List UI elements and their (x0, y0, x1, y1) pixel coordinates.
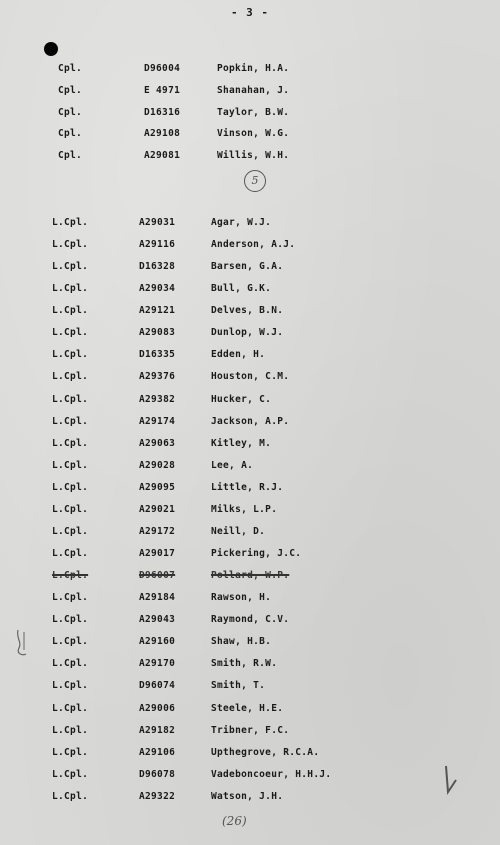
rank: L.Cpl. (52, 283, 89, 295)
rank: L.Cpl. (52, 261, 89, 273)
roster-row (52, 791, 470, 805)
roster-row (58, 107, 470, 121)
roster-row (52, 394, 470, 408)
service-number: A29081 (144, 150, 181, 162)
name: Hucker, C. (211, 393, 272, 405)
check-mark-icon (440, 762, 460, 802)
service-number: A29121 (139, 305, 176, 317)
rank: Cpl. (58, 84, 83, 96)
service-number: A29322 (139, 790, 176, 802)
roster-row (52, 725, 470, 739)
rank: L.Cpl. (52, 614, 89, 626)
roster-row (52, 636, 470, 650)
roster-row (52, 283, 470, 297)
service-number: A29116 (139, 239, 176, 251)
service-number: D96074 (139, 680, 176, 692)
rank: L.Cpl. (52, 327, 89, 339)
service-number: A29017 (139, 548, 176, 560)
name: Anderson, A.J. (211, 239, 296, 251)
roster-row (52, 769, 470, 783)
roster-row (52, 349, 470, 363)
page-number: - 3 - (230, 6, 270, 19)
service-number: D96004 (144, 63, 181, 74)
rank: L.Cpl. (52, 724, 89, 736)
name: Lee, A. (211, 459, 254, 471)
service-number: D96007 (139, 570, 176, 582)
service-number: A29160 (139, 636, 176, 648)
name: Neill, D. (211, 525, 266, 537)
rank: L.Cpl. (52, 217, 89, 228)
service-number: D16316 (144, 106, 181, 118)
service-number: A29083 (139, 327, 176, 339)
name: Smith, R.W. (211, 658, 278, 670)
service-number: A29063 (139, 437, 176, 449)
roster-row (52, 460, 470, 474)
service-number: A29034 (139, 283, 176, 295)
service-number: D16335 (139, 349, 176, 361)
service-number: A29106 (139, 746, 176, 758)
service-number: A29043 (139, 614, 176, 626)
name: Vadeboncoeur, H.H.J. (211, 768, 332, 780)
service-number: A29184 (139, 592, 176, 604)
name: Rawson, H. (211, 592, 272, 604)
rank: L.Cpl. (52, 503, 89, 515)
name: Popkin, H.A. (217, 63, 290, 74)
rank: L.Cpl. (52, 570, 89, 582)
rank: L.Cpl. (52, 481, 89, 493)
roster-row (52, 658, 470, 672)
service-number: A29031 (139, 217, 176, 228)
roster-row (52, 526, 470, 540)
roster-row (52, 482, 470, 496)
name: Agar, W.J. (211, 217, 272, 228)
rank: L.Cpl. (52, 746, 89, 758)
rank: L.Cpl. (52, 239, 89, 251)
rank: Cpl. (58, 63, 83, 74)
roster-row (58, 63, 470, 77)
service-number: A29382 (139, 393, 176, 405)
roster-row (52, 416, 470, 430)
name: Shanahan, J. (217, 84, 290, 96)
name: Houston, C.M. (211, 371, 290, 383)
roster-row (52, 680, 470, 694)
rank: L.Cpl. (52, 349, 89, 361)
service-number: D16328 (139, 261, 176, 273)
margin-scribble-mark (14, 628, 30, 658)
name: Tribner, F.C. (211, 724, 290, 736)
rank: Cpl. (58, 128, 83, 140)
name: Pickering, J.C. (211, 548, 302, 560)
rank: Cpl. (58, 106, 83, 118)
name: Jackson, A.P. (211, 415, 290, 427)
roster-row (52, 239, 470, 253)
name: Little, R.J. (211, 481, 284, 493)
rank: L.Cpl. (52, 658, 89, 670)
name: Dunlop, W.J. (211, 327, 284, 339)
rank: L.Cpl. (52, 636, 89, 648)
service-number: A29182 (139, 724, 176, 736)
roster-row (52, 703, 470, 717)
roster-row (52, 504, 470, 518)
service-number: A29095 (139, 481, 176, 493)
service-number: A29021 (139, 503, 176, 515)
roster-row (52, 570, 470, 584)
name: Raymond, C.V. (211, 614, 290, 626)
roster-row (52, 592, 470, 606)
name: Vinson, W.G. (217, 128, 290, 140)
name: Taylor, B.W. (217, 106, 290, 118)
rank: L.Cpl. (52, 702, 89, 714)
service-number: E 4971 (144, 84, 181, 96)
roster-row (52, 747, 470, 761)
rank: L.Cpl. (52, 680, 89, 692)
name: Steele, H.E. (211, 702, 284, 714)
name: Smith, T. (211, 680, 266, 692)
service-number: A29170 (139, 658, 176, 670)
roster-row (58, 128, 470, 142)
name: Upthegrove, R.C.A. (211, 746, 320, 758)
service-number: A29172 (139, 525, 176, 537)
rank: L.Cpl. (52, 459, 89, 471)
rank: L.Cpl. (52, 790, 89, 802)
rank: L.Cpl. (52, 305, 89, 317)
rank: L.Cpl. (52, 371, 89, 383)
name: Barsen, G.A. (211, 261, 284, 273)
name: Shaw, H.B. (211, 636, 272, 648)
roster-row (52, 305, 470, 319)
rank: Cpl. (58, 150, 83, 162)
service-number: A29028 (139, 459, 176, 471)
rank: L.Cpl. (52, 548, 89, 560)
service-number: A29108 (144, 128, 181, 140)
roster-row (52, 371, 470, 385)
service-number: A29174 (139, 415, 176, 427)
name: Kitley, M. (211, 437, 272, 449)
name: Edden, H. (211, 349, 266, 361)
roster-row (58, 85, 470, 99)
roster-row (52, 217, 470, 231)
name: Willis, W.H. (217, 150, 290, 162)
rank: L.Cpl. (52, 415, 89, 427)
roster-row (52, 438, 470, 452)
footer-annotation: (26) (222, 814, 247, 828)
punch-hole (44, 42, 58, 56)
rank: L.Cpl. (52, 768, 89, 780)
name: Bull, G.K. (211, 283, 272, 295)
name: Watson, J.H. (211, 790, 284, 802)
roster-row (52, 614, 470, 628)
roster-row (52, 548, 470, 562)
roster-row (52, 327, 470, 341)
roster-row (58, 150, 470, 164)
circled-annotation: 5 (244, 170, 266, 192)
rank: L.Cpl. (52, 525, 89, 537)
name: Milks, L.P. (211, 503, 278, 515)
service-number: A29376 (139, 371, 176, 383)
name: Delves, B.N. (211, 305, 284, 317)
roster-row (52, 261, 470, 275)
rank: L.Cpl. (52, 592, 89, 604)
service-number: D96078 (139, 768, 176, 780)
name: Pollard, W.P. (211, 570, 290, 582)
service-number: A29006 (139, 702, 176, 714)
rank: L.Cpl. (52, 437, 89, 449)
rank: L.Cpl. (52, 393, 89, 405)
